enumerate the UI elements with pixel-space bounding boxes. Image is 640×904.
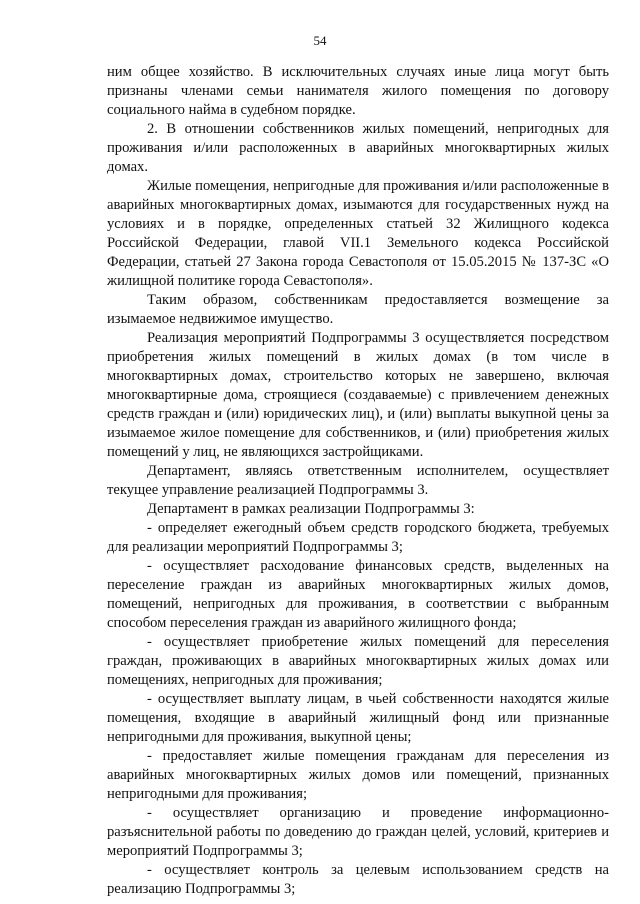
list-item: - осуществляет контроль за целевым использованием средств на реализацию Подпрограммы 3; bbox=[107, 862, 609, 897]
list-item: - предоставляет жилые помещения гражданам для переселения из аварийных многоквартирных жилых домов или помещений, признанных непригодными для проживания; bbox=[107, 748, 609, 802]
paragraph: Департамент, являясь ответственным исполнителем, осуществляет текущее управление реализацией Подпрограммы 3. bbox=[107, 463, 609, 498]
paragraph: Реализация мероприятий Подпрограммы 3 осуществляется посредством приобретения жилых помещений в жилых домах (в том числе в многоквартирных домах, строительство которых не завершено, включая многоквартирные дома, строящиеся (создаваемые) с привлечением денежных средств граждан и (или) юридических лиц), и (или) выплаты выкупной цены за изымаемое жилое помещение для собственников, и (или) приобретения жилых помещений у лиц, не являющихся застройщиками. bbox=[107, 330, 609, 460]
list-item: - определяет ежегодный объем средств городского бюджета, требуемых для реализации мероприятий Подпрограммы 3; bbox=[107, 520, 609, 555]
document-body bbox=[107, 63, 609, 899]
paragraph: Жилые помещения, непригодные для проживания и/или расположенные в аварийных многоквартирных домах, изымаются для государственных нужд на условиях и в порядке, определенных статьей 32 Жилищного кодекса Российской Федерации, главой VII.1 Земельного кодекса Российской Федерации, статьей 27 Закона города Севастополя от 15.05.2015 № 137-ЗС «О жилищной политике города Севастополя». bbox=[107, 178, 609, 289]
paragraph: 2. В отношении собственников жилых помещений, непригодных для проживания и/или расположенных в аварийных многоквартирных жилых домах. bbox=[107, 121, 609, 175]
paragraph: ним общее хозяйство. В исключительных случаях иные лица могут быть признаны членами семьи нанимателя жилого помещения по договору социального найма в судебном порядке. bbox=[107, 64, 609, 118]
page-number: 54 bbox=[313, 33, 327, 48]
list-item: - осуществляет приобретение жилых помещений для переселения граждан, проживающих в аварийных многоквартирных жилых домах или помещениях, непригодных для проживания; bbox=[107, 634, 609, 688]
paragraph: Таким образом, собственникам предоставляется возмещение за изымаемое недвижимое имущество. bbox=[107, 292, 609, 327]
paragraph: Департамент в рамках реализации Подпрограммы 3: bbox=[147, 501, 475, 517]
list-item: - осуществляет расходование финансовых средств, выделенных на переселение граждан из аварийных многоквартирных жилых домов, помещений, непригодных для проживания, в соответствии с выбранным способом переселения граждан из аварийного жилищного фонда; bbox=[107, 558, 609, 631]
list-item: - осуществляет выплату лицам, в чьей собственности находятся жилые помещения, входящие в аварийный жилищный фонд или признанные непригодными для проживания, выкупной цены; bbox=[107, 691, 609, 745]
list-item: - осуществляет организацию и проведение информационно-разъяснительной работы по доведению до граждан целей, условий, критериев и мероприятий Подпрограммы 3; bbox=[107, 805, 609, 859]
